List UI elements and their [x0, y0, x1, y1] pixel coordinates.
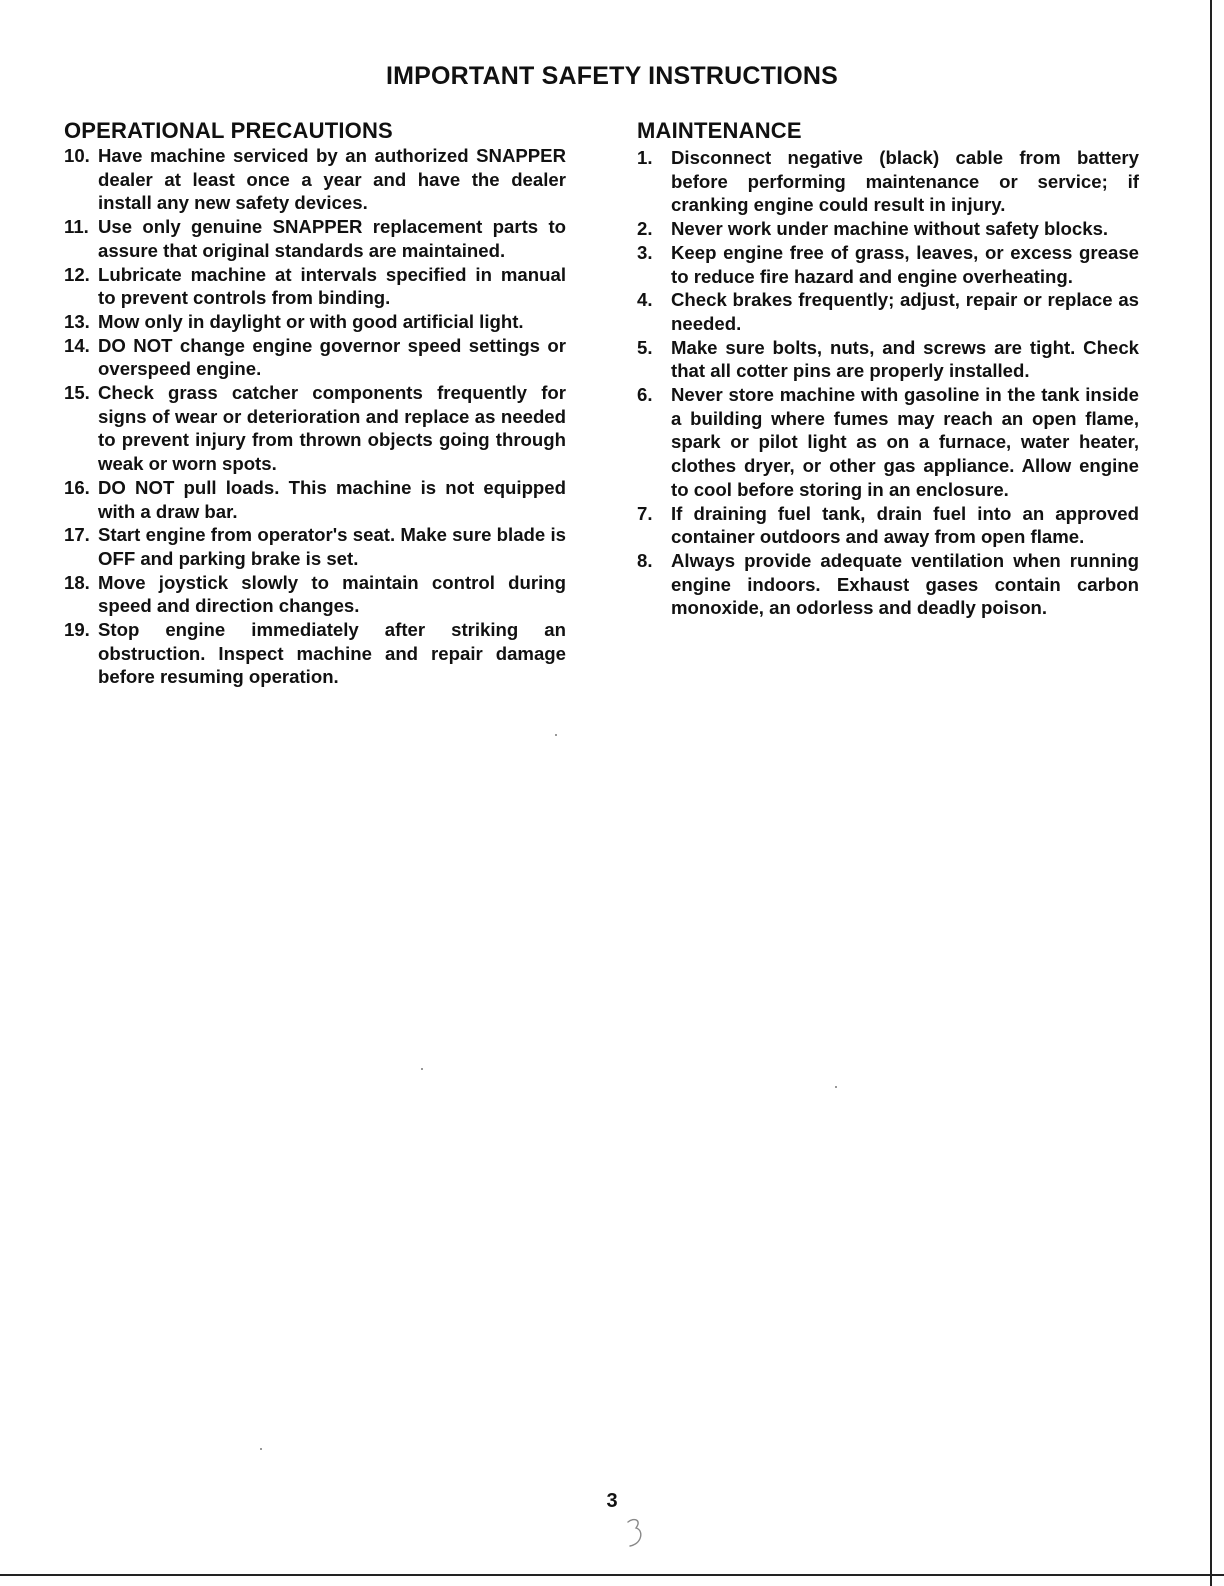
operational-item-text: DO NOT change engine governor speed settings or overspeed engine.: [98, 334, 566, 380]
section-heading-maintenance: MAINTENANCE: [637, 118, 802, 143]
maintenance-item-text: If draining fuel tank, drain fuel into an approved container outdoors and away from open flame.: [671, 502, 1139, 548]
operational-item-text: Move joystick slowly to maintain control during speed and direction changes.: [98, 571, 566, 617]
maintenance-item: [637, 549, 1139, 620]
maintenance-item-number: 8.: [637, 549, 653, 571]
maintenance-item-text: Never store machine with gasoline in the tank inside a building where fumes may reach an open flame, spark or pilot light as on a furnace, water heater, clothes dryer, or other gas appliance. Allow engine to cool before storing in an enclosure.: [671, 384, 1139, 500]
operational-item-number: 13.: [64, 310, 90, 332]
operational-item: [64, 618, 566, 689]
maintenance-item-number: 5.: [637, 336, 653, 358]
operational-item-text: Start engine from operator's seat. Make sure blade is OFF and parking brake is set.: [98, 524, 566, 569]
page-number: 3: [606, 1490, 618, 1512]
maintenance-item: [637, 241, 1139, 288]
operational-item: [64, 571, 566, 618]
maintenance-item-number: 6.: [637, 384, 653, 406]
maintenance-item: [637, 336, 1139, 383]
operational-item: [64, 476, 566, 523]
maintenance-item: [637, 217, 1139, 241]
operational-item: [64, 144, 566, 215]
maintenance-section: [637, 118, 1139, 620]
maintenance-item-number: 7.: [637, 502, 653, 524]
operational-item-text: Use only genuine SNAPPER replacement parts to assure that original standards are maintained.: [98, 216, 566, 261]
operational-item-text: Stop engine immediately after striking an obstruction. Inspect machine and repair damage before resuming operation.: [98, 619, 566, 688]
operational-item: [64, 381, 566, 476]
maintenance-item-number: 1.: [637, 147, 653, 168]
maintenance-list: [637, 146, 1139, 620]
maintenance-item-text: Make sure bolts, nuts, and screws are tight. Check that all cotter pins are properly installed.: [671, 336, 1139, 382]
scan-speck: [260, 1448, 262, 1450]
operational-item: [64, 263, 566, 310]
operational-item-number: 16.: [64, 476, 90, 498]
operational-item-number: 14.: [64, 334, 90, 356]
operational-item: [64, 334, 566, 381]
maintenance-item-text: Never work under machine without safety blocks.: [671, 218, 1109, 240]
maintenance-item-number: 2.: [637, 218, 653, 240]
operational-item-number: 18.: [64, 571, 90, 593]
operational-item-number: 12.: [64, 263, 90, 285]
operational-precautions-section: [64, 118, 566, 689]
section-heading-operational: OPERATIONAL PRECAUTIONS: [64, 118, 393, 143]
maintenance-item: [637, 288, 1139, 335]
operational-item-text: Have machine serviced by an authorized SNAPPER dealer at least once a year and have the dealer install any new safety devices.: [98, 145, 566, 214]
operational-item-text: DO NOT pull loads. This machine is not equipped with a draw bar.: [98, 476, 566, 522]
maintenance-item: [637, 146, 1139, 217]
maintenance-item: [637, 383, 1139, 502]
operational-item: [64, 215, 566, 262]
maintenance-item-text: Always provide adequate ventilation when running engine indoors. Exhaust gases contain carbon monoxide, an odorless and deadly poison.: [671, 549, 1139, 619]
operational-item-text: Mow only in daylight or with good artificial light.: [98, 310, 524, 332]
maintenance-item-number: 3.: [637, 241, 653, 263]
operational-item: [64, 523, 566, 570]
scan-speck: [555, 734, 557, 736]
maintenance-item: [637, 502, 1139, 549]
operational-item-number: 10.: [64, 145, 90, 166]
maintenance-item-number: 4.: [637, 289, 653, 311]
operational-item-number: 17.: [64, 524, 90, 546]
scan-edge-bottom: [0, 1574, 1224, 1576]
operational-item-text: Check grass catcher components frequently for signs of wear or deterioration and replace as needed to prevent injury from thrown objects going through weak or worn spots.: [98, 382, 566, 475]
operational-item-number: 19.: [64, 619, 90, 641]
maintenance-item-text: Disconnect negative (black) cable from battery before performing maintenance or service; if cranking engine could result in injury.: [671, 147, 1139, 216]
maintenance-item-text: Check brakes frequently; adjust, repair or replace as needed.: [671, 289, 1139, 334]
scan-speck: [835, 1086, 837, 1088]
page-title: IMPORTANT SAFETY INSTRUCTIONS: [385, 62, 839, 90]
operational-item-number: 11.: [64, 216, 89, 238]
scan-speck: [421, 1068, 423, 1070]
handwritten-page-mark: [624, 1516, 648, 1552]
operational-item-text: Lubricate machine at intervals specified in manual to prevent controls from binding.: [98, 263, 566, 309]
maintenance-item-text: Keep engine free of grass, leaves, or excess grease to reduce fire hazard and engine overheating.: [671, 241, 1139, 287]
scan-edge-right: [1210, 0, 1224, 1586]
operational-item: [64, 310, 566, 334]
operational-item-number: 15.: [64, 382, 90, 404]
operational-precautions-list: [64, 144, 566, 689]
